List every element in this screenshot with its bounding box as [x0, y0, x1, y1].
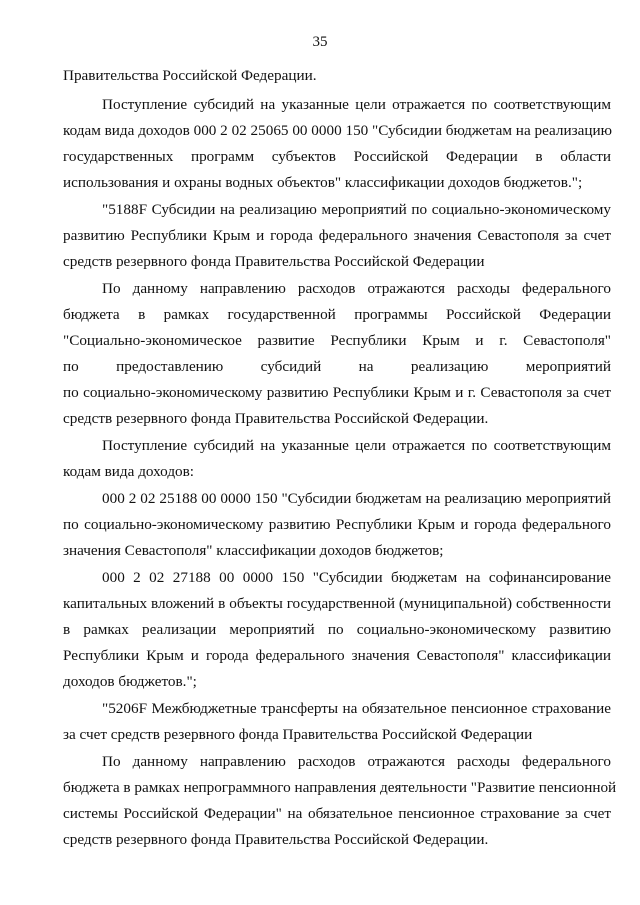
text-line: кодам вида доходов: — [63, 463, 195, 480]
text-line: доходов бюджетов."; — [63, 673, 197, 690]
text-line: по социально-экономическому развитию Республики Крым и города федерального — [63, 516, 611, 533]
text-line: системы Российской Федерации" на обязательное пенсионное страхование за счет — [63, 805, 611, 822]
text-line: использования и охраны водных объектов" классификации доходов бюджетов."; — [63, 174, 583, 191]
text-line: бюджета в рамках непрограммного направления деятельности "Развитие пенсионной — [63, 779, 617, 796]
text-line: в рамках реализации мероприятий по социально-экономическому развитию — [63, 621, 611, 638]
text-line: По данному направлению расходов отражаются расходы федерального — [102, 280, 611, 297]
text-line: "5188F Субсидии на реализацию мероприятий по социально-экономическому — [102, 201, 611, 218]
text-line: 000 2 02 25188 00 0000 150 "Субсидии бюджетам на реализацию мероприятий — [102, 490, 611, 507]
text-line: развитию Республики Крым и города федерального значения Севастополя за счет — [63, 227, 611, 244]
text-line: средств резервного фонда Правительства Российской Федерации — [63, 253, 485, 270]
text-line: средств резервного фонда Правительства Российской Федерации. — [63, 410, 489, 427]
text-line: 000 2 02 27188 00 0000 150 "Субсидии бюджетам на софинансирование — [102, 569, 611, 586]
text-line: Поступление субсидий на указанные цели отражается по соответствующим — [102, 96, 611, 113]
text-line: государственных программ субъектов Российской Федерации в области — [63, 148, 611, 165]
text-line: Поступление субсидий на указанные цели отражается по соответствующим — [102, 437, 611, 454]
page-number: 35 — [312, 34, 328, 50]
text-line: бюджета в рамках государственной программы Российской Федерации — [63, 306, 611, 323]
text-line: средств резервного фонда Правительства Российской Федерации. — [63, 831, 489, 848]
text-line: "Социально-экономическое развитие Республики Крым и г. Севастополя" — [63, 332, 611, 349]
text-line: "5206F Межбюджетные трансферты на обязательное пенсионное страхование — [102, 700, 611, 717]
text-line: по предоставлению субсидий на реализацию мероприятий — [63, 358, 611, 375]
text-line: за счет средств резервного фонда Правительства Российской Федерации — [63, 726, 533, 743]
text-line: по социально-экономическому развитию Республики Крым и г. Севастополя за счет — [63, 384, 611, 401]
text-line: капитальных вложений в объекты государственной (муниципальной) собственности — [63, 595, 611, 612]
text-line: значения Севастополя" классификации доходов бюджетов; — [63, 542, 444, 559]
text-line: По данному направлению расходов отражаются расходы федерального — [102, 753, 611, 770]
text-line: Республики Крым и города федерального значения Севастополя" классификации — [63, 647, 611, 664]
text-line: Правительства Российской Федерации. — [63, 67, 317, 84]
text-line: кодам вида доходов 000 2 02 25065 00 0000 150 "Субсидии бюджетам на реализацию — [63, 122, 612, 139]
